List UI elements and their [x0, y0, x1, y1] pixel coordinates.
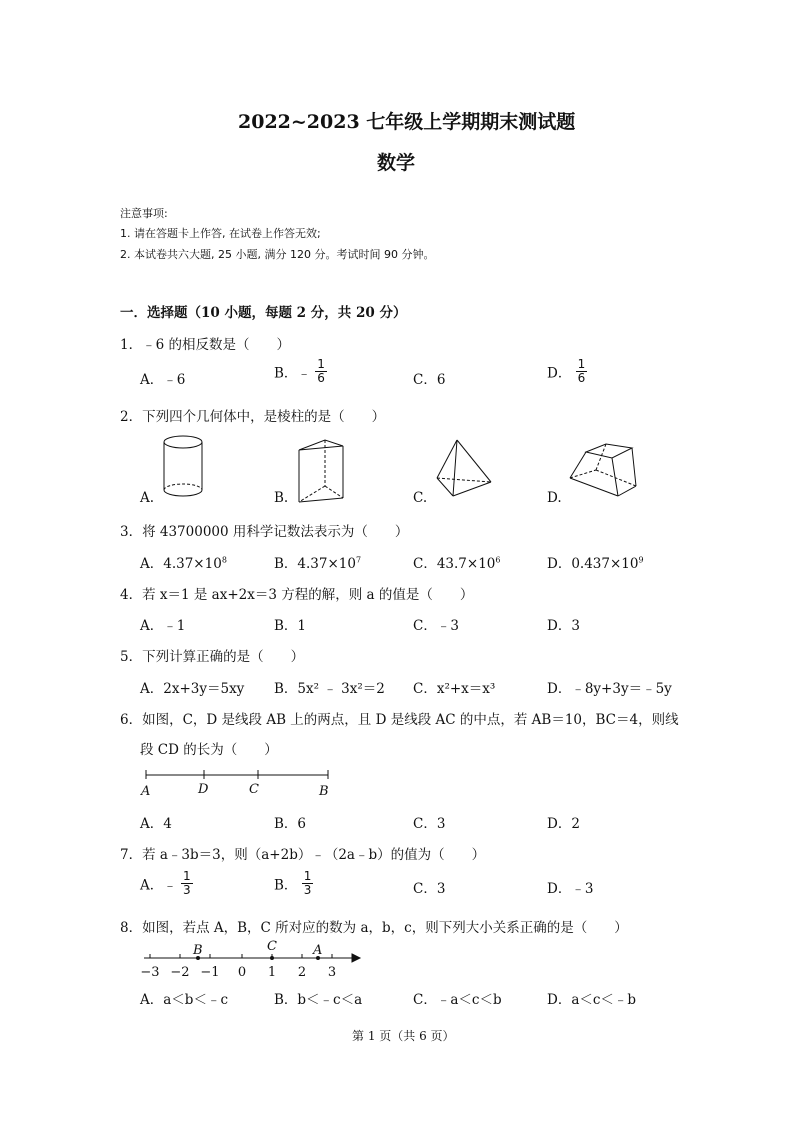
- q7-option-b: [274, 870, 313, 897]
- q5-option-c: C．x²+x＝x³: [413, 681, 496, 697]
- q3-option-b-exponent: 7: [355, 555, 362, 565]
- q8-point-c: [270, 956, 274, 960]
- prism-figure: [295, 436, 355, 506]
- q4-option-d: D．3: [547, 618, 580, 634]
- cylinder-figure: [158, 432, 208, 502]
- q8-option-a: A．a＜b＜﹣c: [140, 992, 229, 1008]
- q6-stem-line-2: 段 CD 的长为（ ）: [140, 742, 278, 758]
- q6-stem-line-1: 6．如图，C，D 是线段 AB 上的两点，且 D 是线段 AC 的中点，若 AB＝10，BC＝4，则线: [120, 712, 679, 728]
- q7-option-d: D．﹣3: [547, 881, 594, 897]
- q3-option-a-text: A．4.37×10: [140, 556, 222, 572]
- fraction-denominator: 3: [183, 883, 191, 897]
- q3-option-a: [140, 552, 227, 572]
- q7-option-c: C．3: [413, 881, 446, 897]
- q3-option-b: [274, 552, 361, 572]
- q6-option-b: B．6: [274, 816, 307, 832]
- q3-option-b-text: B．4.37×10: [274, 556, 356, 572]
- q8-number-line: [140, 940, 365, 984]
- q7-option-a-fraction: [181, 870, 193, 897]
- q8-tick-label: 0: [237, 965, 247, 980]
- q3-option-d: [547, 552, 644, 572]
- q3-option-c-text: C．43.7×10: [413, 556, 496, 572]
- fraction-denominator: 6: [577, 371, 586, 385]
- q1-option-a: A．﹣6: [140, 372, 186, 388]
- q3-option-d-exponent: 9: [638, 555, 644, 565]
- q6-point-label-d: D: [198, 782, 209, 797]
- q3-option-c: [413, 552, 500, 572]
- q2-stem: 2．下列四个几何体中，是棱柱的是（ ）: [120, 409, 386, 425]
- frustum-figure: [566, 438, 638, 498]
- q7-option-b-fraction: [302, 870, 314, 897]
- q1-option-b-fraction: [315, 358, 327, 385]
- notes-heading: 注意事项:: [120, 207, 168, 220]
- fraction-numerator: 1: [183, 869, 191, 883]
- q8-option-d: D．a＜c＜﹣b: [547, 992, 637, 1008]
- page-footer: 第 1 页（共 6 页）: [352, 1029, 455, 1043]
- q3-option-a-exponent: 8: [221, 555, 227, 565]
- section-heading: 一．选择题（10 小题，每题 2 分，共 20 分）: [120, 305, 407, 321]
- q3-option-d-text: D．0.437×10: [547, 556, 639, 572]
- subject-title: 数学: [377, 152, 416, 174]
- q6-option-c: C．3: [413, 816, 446, 832]
- fraction-numerator: 1: [577, 357, 586, 371]
- q8-tick-label: −2: [170, 965, 190, 980]
- fraction-numerator: 1: [303, 869, 312, 883]
- q4-option-c: C．﹣3: [413, 618, 459, 634]
- q8-stem: 8．如图，若点 A，B，C 所对应的数为 a，b，c，则下列大小关系正确的是（ ）: [120, 920, 628, 936]
- q1-stem: 1．﹣6 的相反数是（ ）: [120, 337, 290, 353]
- q5-option-b: B．5x² ﹣ 3x²＝2: [274, 681, 385, 697]
- q8-tick-label: −1: [200, 965, 220, 980]
- q6-point-label-a: A: [141, 784, 151, 799]
- q1-option-d: [547, 358, 587, 385]
- fraction-numerator: 1: [317, 357, 325, 371]
- q5-stem: 5．下列计算正确的是（ ）: [120, 649, 305, 665]
- q8-option-c: C．﹣a＜c＜b: [413, 992, 502, 1008]
- q2-option-d-label: D.: [547, 490, 562, 506]
- q5-option-d: D．﹣8y+3y＝﹣5y: [547, 681, 672, 697]
- q6-segment-figure: [140, 765, 340, 799]
- note-line-2: 2. 本试卷共六大题, 25 小题, 满分 120 分。考试时间 90 分钟。: [120, 248, 435, 261]
- q2-option-c-label: C.: [413, 490, 428, 506]
- fraction-denominator: 3: [303, 883, 312, 897]
- q8-tick-label: 2: [297, 965, 307, 980]
- q8-tick-label: 3: [327, 965, 337, 980]
- q1-option-d-prefix: D．: [547, 365, 572, 382]
- q8-label-b: B: [193, 943, 203, 958]
- pyramid-figure: [433, 436, 497, 500]
- q6-point-label-c: C: [249, 782, 259, 797]
- q8-label-a: A: [313, 943, 323, 958]
- q4-option-a: A．﹣1: [140, 618, 186, 634]
- q2-option-b-label: B.: [274, 490, 289, 506]
- q6-option-a: A．4: [140, 816, 172, 832]
- q6-option-d: D．2: [547, 816, 580, 832]
- q8-tick-label: 1: [267, 965, 277, 980]
- q7-option-a-prefix: A．﹣: [140, 877, 177, 894]
- q6-point-label-b: B: [319, 784, 329, 799]
- q3-stem: 3．将 43700000 用科学记数法表示为（ ）: [120, 524, 409, 540]
- q8-label-c: C: [267, 939, 277, 954]
- q3-option-c-exponent: 6: [495, 555, 501, 565]
- q7-option-a: [140, 870, 193, 897]
- q8-tick-label: −3: [140, 965, 160, 980]
- q4-option-b: B．1: [274, 618, 307, 634]
- q2-option-a-label: A.: [140, 490, 155, 506]
- q8-option-b: B．b＜﹣c＜a: [274, 992, 363, 1008]
- fraction-denominator: 6: [317, 371, 325, 385]
- q1-option-b: [274, 358, 327, 385]
- q1-option-c: C．6: [413, 372, 446, 388]
- note-line-1: 1. 请在答题卡上作答, 在试卷上作答无效;: [120, 227, 321, 240]
- q7-stem: 7．若 a﹣3b＝3，则（a+2b）﹣（2a﹣b）的值为（ ）: [120, 847, 486, 863]
- q1-option-b-prefix: B．﹣: [274, 365, 311, 382]
- q4-stem: 4．若 x＝1 是 ax+2x＝3 方程的解，则 a 的值是（ ）: [120, 587, 474, 603]
- q1-option-d-fraction: [576, 358, 588, 385]
- q5-option-a: A．2x+3y＝5xy: [140, 681, 245, 697]
- q7-option-b-prefix: B．: [274, 877, 298, 894]
- exam-title: 2022~2023 七年级上学期期末测试题: [238, 111, 576, 133]
